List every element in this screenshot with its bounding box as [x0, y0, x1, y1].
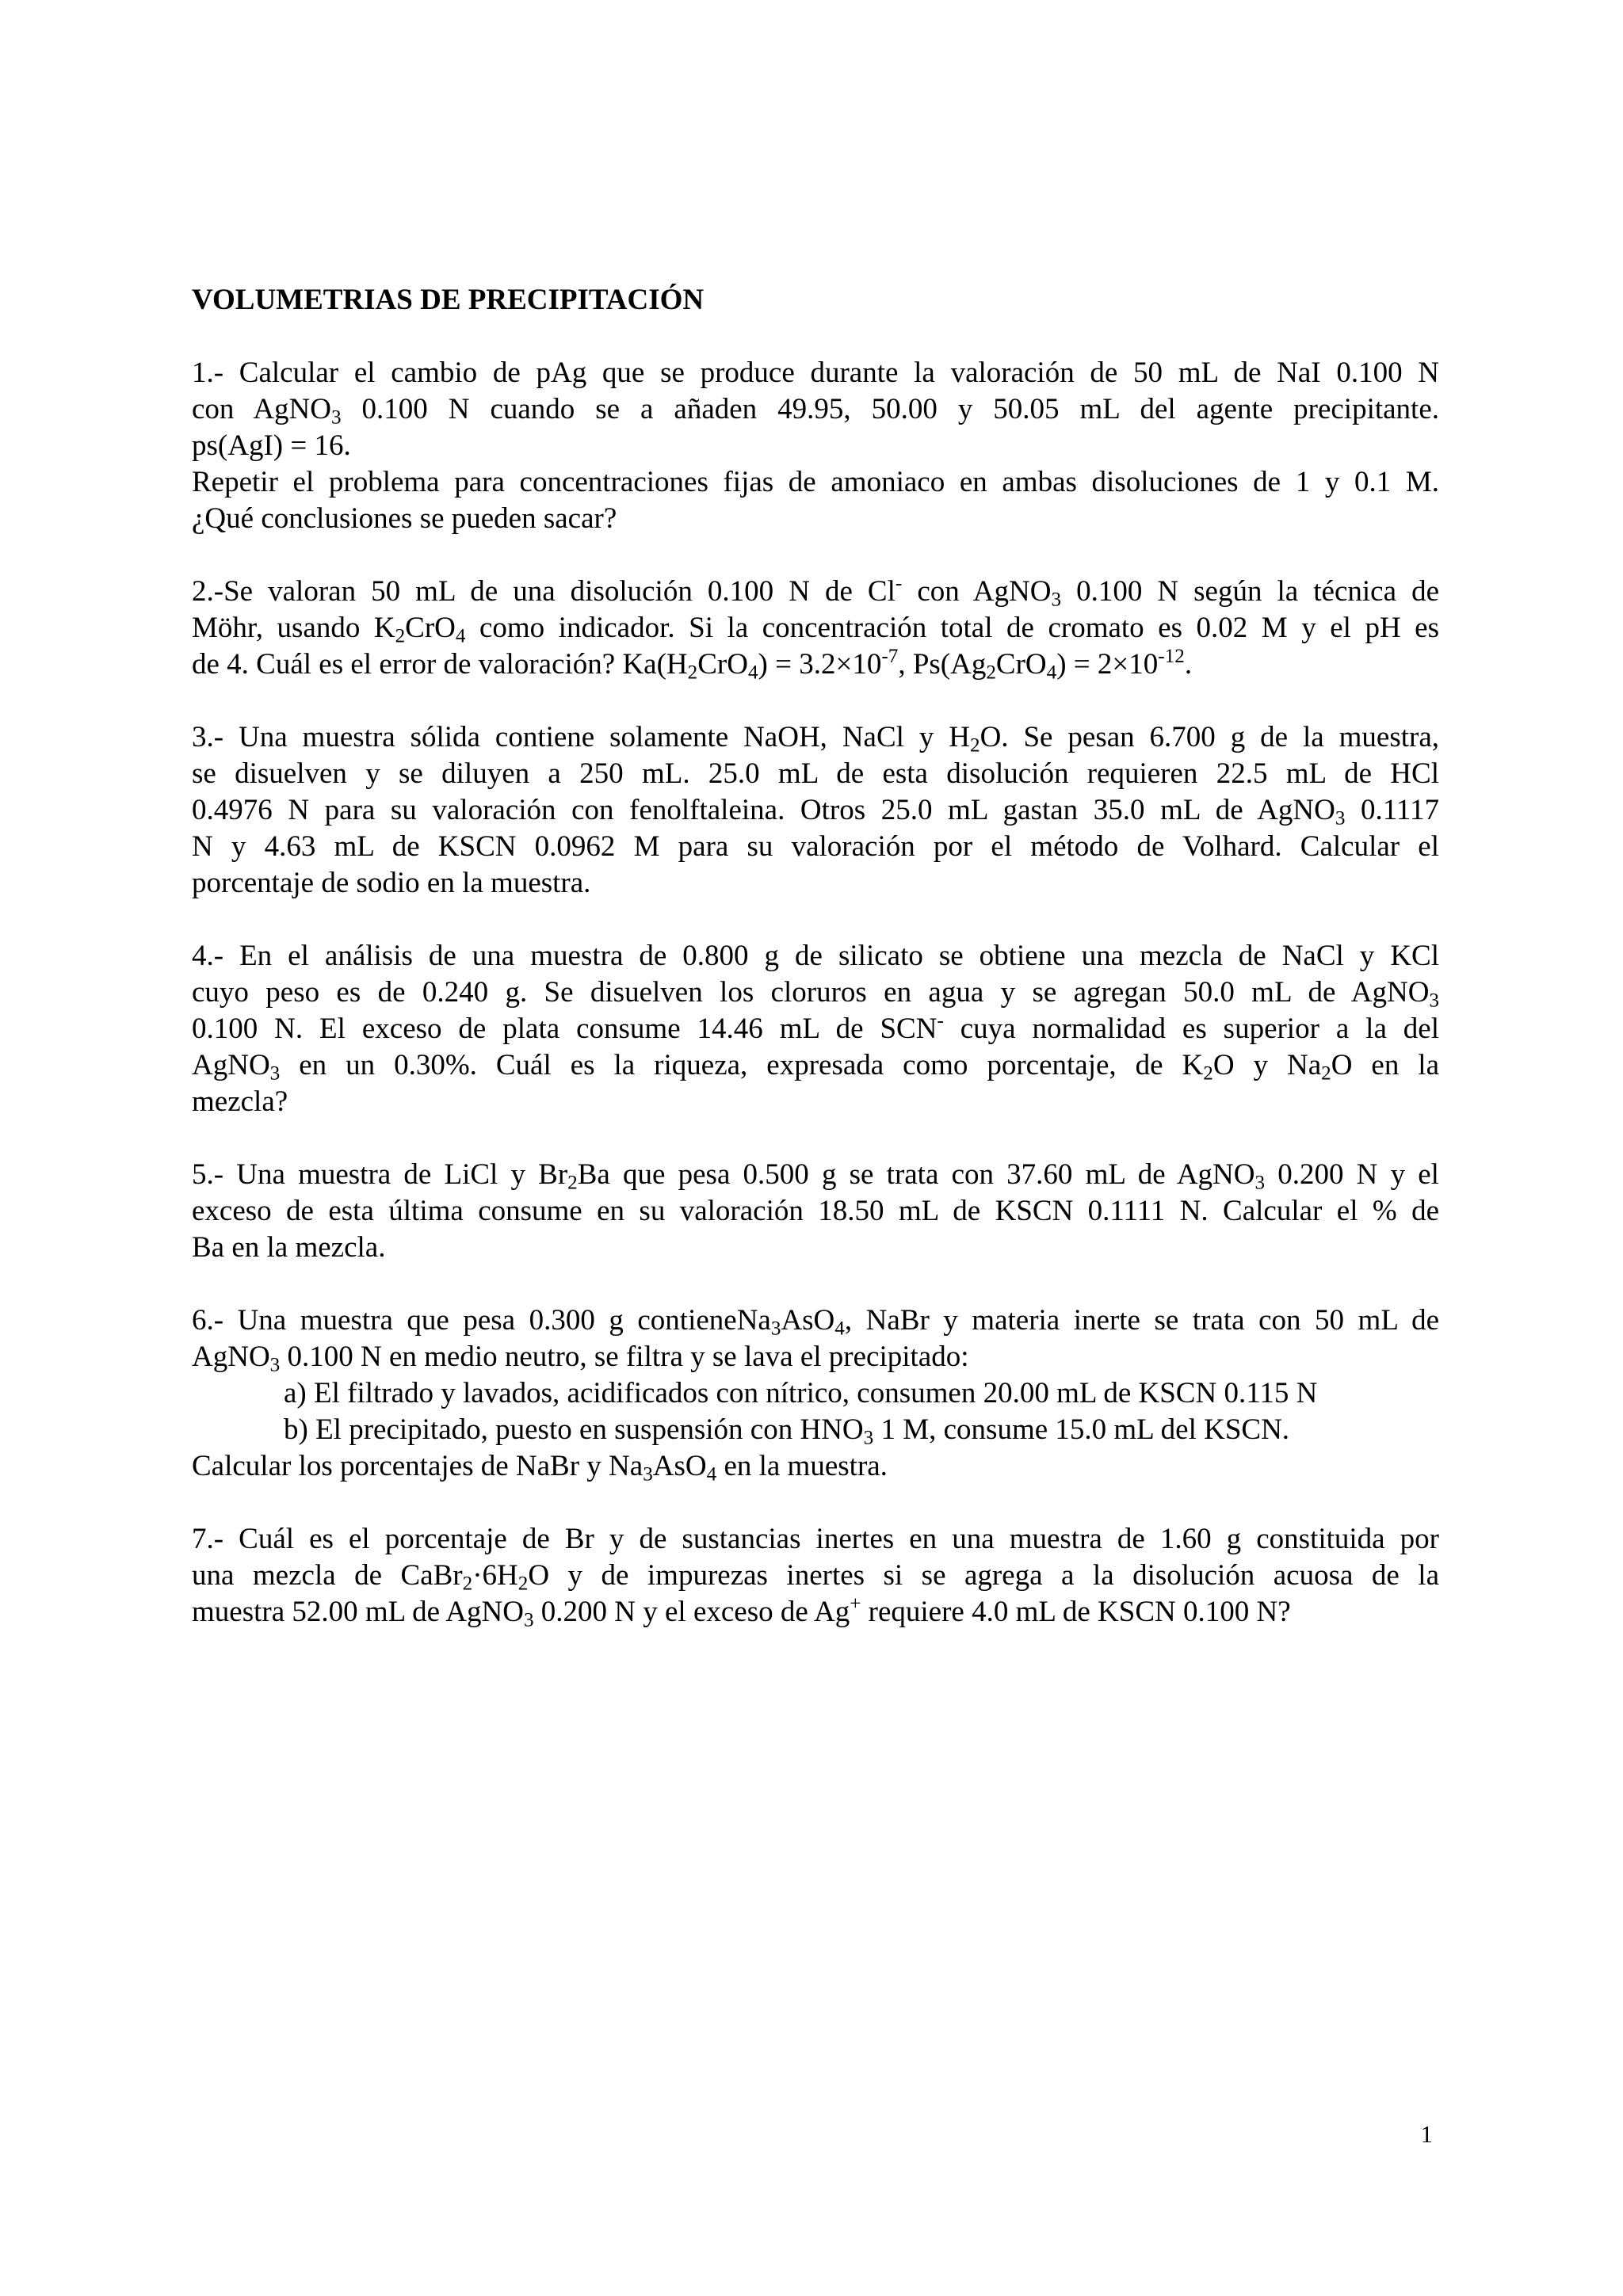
document-title: VOLUMETRIAS DE PRECIPITACIÓN — [192, 284, 705, 316]
problem-2-line-1: 2.-Se valoran 50 mL de una disolución 0.100 N de Cl- con AgNO$_3$ 0.100 N según la técnica de — [192, 573, 1440, 611]
problem-6-line-2: AgNO$_3$ 0.100 N en medio neutro, se filtra y se lava el precipitado: — [192, 1341, 969, 1376]
problem-7-line-1: 7.- Cuál es el porcentaje de Br y de sustancias inertes en una muestra de 1.60 g constituida por — [192, 1523, 1439, 1555]
problem-5-line-3: Ba en la mezcla. — [192, 1231, 386, 1264]
problem-2 — [192, 574, 1439, 683]
problem-7-line-2: una mezcla de $CaBr_2\cdot 6H_2O$ y de impurezas inertes si se agrega a la disolución acuosa de la — [192, 1559, 1439, 1595]
problem-3-line-2: se disuelven y se diluyen a 250 mL. 25.0 mL de esta disolución requieren 22.5 mL de HCl — [192, 757, 1439, 790]
problem-1-line-3: ps(AgI) = 16. — [192, 429, 351, 462]
problem-7-line-3: muestra 52.00 mL de AgNO$_3$ 0.200 N y el exceso de Ag+ requiere 4.0 mL de KSCN 0.100 N? — [192, 1593, 1291, 1631]
document-body — [192, 282, 1439, 1667]
problem-1 — [192, 355, 1439, 537]
problem-4-line-2: cuyo peso es de 0.240 g. Se disuelven los cloruros en agua y se agregan 50.0 mL de AgNO$_3$ — [192, 976, 1439, 1012]
problem-1-line-5: ¿Qué conclusiones se pueden sacar? — [192, 502, 617, 535]
problem-6-item-a: a) El filtrado y lavados, acidificados con nítrico, consumen 20.00 mL de KSCN 0.115 N — [284, 1377, 1318, 1409]
problem-4-line-1: 4.- En el análisis de una muestra de 0.800 g de silicato se obtiene una mezcla de NaCl y KCl — [192, 940, 1439, 972]
problem-4 — [192, 938, 1439, 1120]
problem-4-line-4: AgNO$_3$ en un 0.30%. Cuál es la riqueza, expresada como porcentaje, de $K_2O$ y $Na_2O$ en la — [192, 1049, 1439, 1085]
problem-2-line-3: de 4. Cuál es el error de valoración? $Ka(H_2CrO_4) = 3.2\times 10^{-7}$, $Ps(Ag_2CrO_4) = 2\times 10^{-12}$. — [192, 646, 1193, 684]
problem-5-line-1: 5.- Una muestra de LiCl y $Br_2Ba$ que pesa 0.500 g se trata con 37.60 mL de AgNO$_3$ 0.200 N y el — [192, 1158, 1439, 1194]
problem-2-line-2: Möhr, usando $K_2CrO_4$ como indicador. Si la concentración total de cromato es 0.02 M y el pH es — [192, 612, 1439, 647]
problem-3-line-5: porcentaje de sodio en la muestra. — [192, 867, 591, 899]
problem-1-line-2: con AgNO$_3$ 0.100 N cuando se a añaden 49.95, 50.00 y 50.05 mL del agente precipitante. — [192, 393, 1440, 429]
problem-1-line-1: 1.- Calcular el cambio de pAg que se produce durante la valoración de 50 mL de NaI 0.100 N — [192, 357, 1439, 389]
problem-7 — [192, 1521, 1439, 1630]
problem-3 — [192, 719, 1439, 902]
problem-3-line-4: N y 4.63 mL de KSCN 0.0962 M para su valoración por el método de Volhard. Calcular el — [192, 830, 1439, 863]
problem-3-line-3: 0.4976 N para su valoración con fenolftaleina. Otros 25.0 mL gastan 35.0 mL de AgNO$_3$ 0.1117 — [192, 794, 1439, 830]
problem-4-line-5: mezcla? — [192, 1085, 288, 1118]
problem-4-line-3: 0.100 N. El exceso de plata consume 14.46 mL de SCN- cuya normalidad es superior a la del — [192, 1010, 1439, 1045]
problem-6 — [192, 1302, 1439, 1485]
problem-3-line-1: 3.- Una muestra sólida contiene solamente NaOH, NaCl y $H_2O$. Se pesan 6.700 g de la muestra, — [192, 721, 1439, 757]
problem-6-item-b: b) El precipitado, puesto en suspensión con $HNO_3$ 1 M, consume 15.0 mL del KSCN. — [284, 1413, 1290, 1449]
problem-5-line-2: exceso de esta última consume en su valoración 18.50 mL de KSCN 0.1111 N. Calcular el % de — [192, 1195, 1439, 1227]
problem-1-line-4: Repetir el problema para concentraciones fijas de amoniaco en ambas disoluciones de 1 y 0.1 M. — [192, 466, 1439, 498]
problem-5 — [192, 1157, 1439, 1266]
page-number: 1 — [1420, 2120, 1433, 2148]
problem-6-line-5: Calcular los porcentajes de NaBr y $Na_3AsO_4$ en la muestra. — [192, 1450, 888, 1486]
problem-6-line-1: 6.- Una muestra que pesa 0.300 g contieneNa$_3$AsO$_4$, NaBr y materia inerte se trata con 50 mL de — [192, 1304, 1439, 1340]
